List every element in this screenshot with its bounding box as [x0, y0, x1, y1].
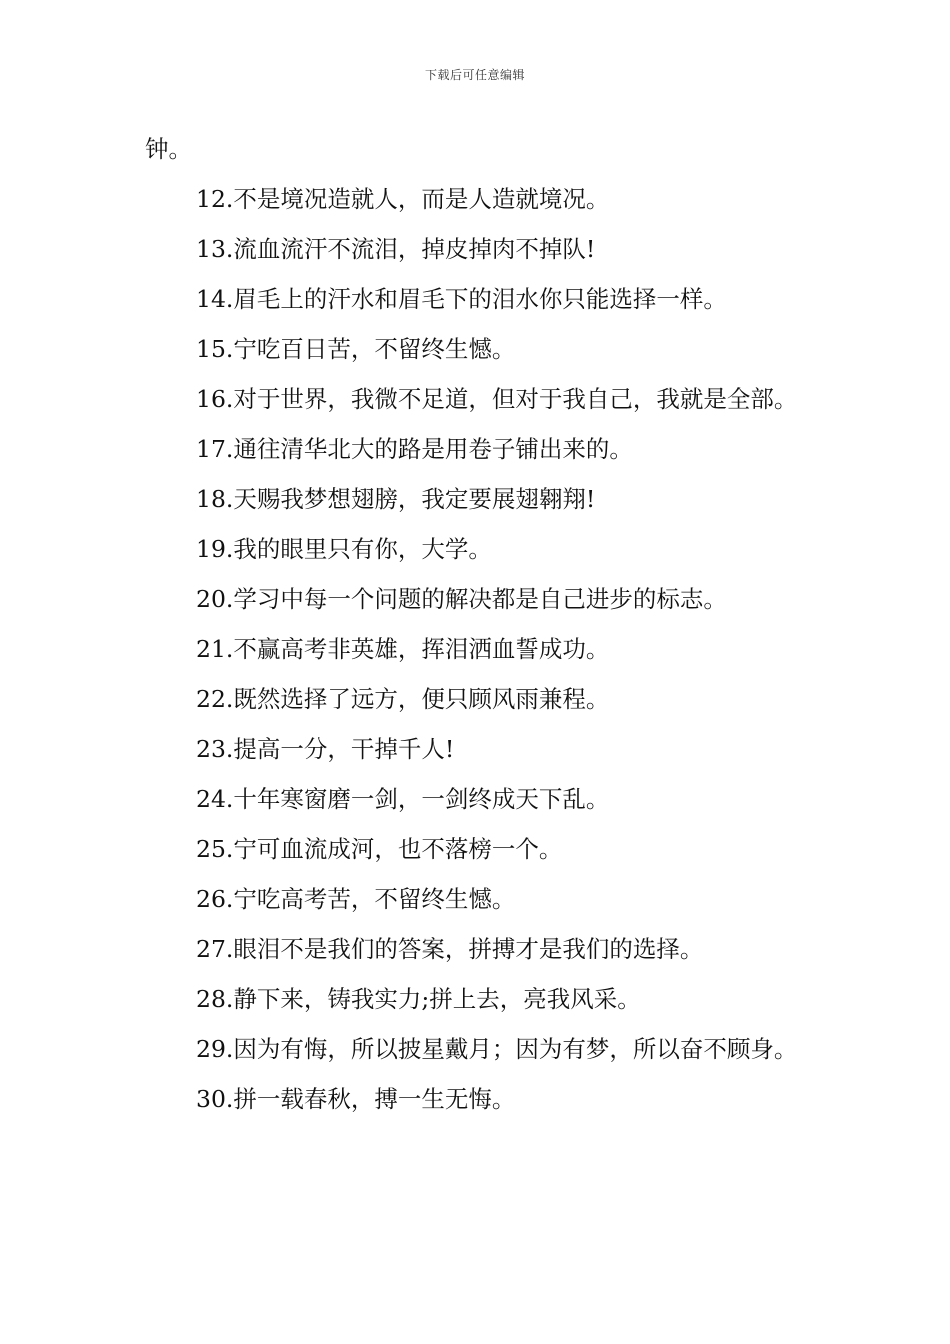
list-item: 19.我的眼里只有你，大学。: [196, 535, 492, 563]
list-item: 30.拼一载春秋，搏一生无悔。: [196, 1085, 516, 1113]
list-item: 18.天赐我梦想翅膀，我定要展翅翱翔!: [196, 485, 596, 513]
list-item: 24.十年寒窗磨一剑，一剑终成天下乱。: [196, 785, 610, 813]
list-item: 25.宁可血流成河，也不落榜一个。: [196, 835, 563, 863]
list-item: 15.宁吃百日苦，不留终生憾。: [196, 335, 516, 363]
page-header: 下载后可任意编辑: [424, 68, 525, 82]
list-item: 21.不赢高考非英雄，挥泪洒血誓成功。: [196, 635, 610, 663]
list-item: 16.对于世界，我微不足道，但对于我自己，我就是全部。: [196, 385, 798, 413]
list-item: 13.流血流汗不流泪，掉皮掉肉不掉队!: [196, 235, 596, 263]
list-item: 29.因为有悔，所以披星戴月；因为有梦，所以奋不顾身。: [196, 1035, 798, 1063]
list-item: 27.眼泪不是我们的答案，拼搏才是我们的选择。: [196, 935, 704, 963]
list-item: 22.既然选择了远方，便只顾风雨兼程。: [196, 685, 610, 713]
document-body: [145, 124, 815, 1124]
paragraph-continuation: 钟。: [145, 135, 192, 163]
list-item: 12.不是境况造就人，而是人造就境况。: [196, 185, 610, 213]
list-item: 23.提高一分，干掉千人!: [196, 735, 455, 763]
list-item: 17.通往清华北大的路是用卷子铺出来的。: [196, 435, 633, 463]
list-item: 20.学习中每一个问题的解决都是自己进步的标志。: [196, 585, 727, 613]
list-item: 26.宁吃高考苦，不留终生憾。: [196, 885, 516, 913]
list-item: 28.静下来，铸我实力;拼上去，亮我风采。: [196, 985, 641, 1013]
list-item: 14.眉毛上的汗水和眉毛下的泪水你只能选择一样。: [196, 285, 727, 313]
